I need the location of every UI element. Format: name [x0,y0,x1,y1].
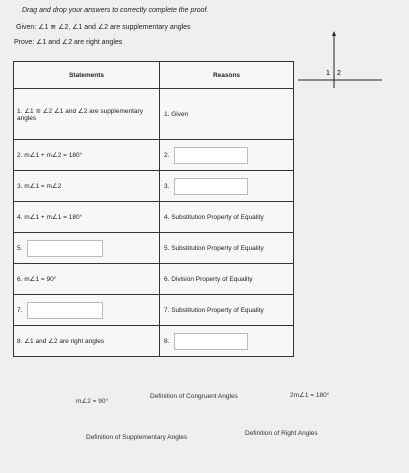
proof-row [14,202,294,233]
proof-table [13,61,294,357]
reason-number: 8. [164,337,170,345]
proof-row [14,264,294,295]
reason-cell: 5. Substitution Property of Equality [160,233,294,264]
reason-cell: 6. Division Property of Equality [160,264,294,295]
given-statement: Given: ∠1 ≅ ∠2, ∠1 and ∠2 are supplementary angles [16,24,191,31]
angle-diagram [290,30,386,90]
statement-number: 5. [17,244,23,252]
proof-row [14,295,294,326]
angle-1-label: 1 [326,70,330,77]
prove-statement: Prove: ∠1 and ∠2 are right angles [14,39,123,46]
reason-drop-zone-8[interactable] [174,333,248,350]
statements-header: Statements [14,62,160,89]
statement-cell: 1. ∠1 ≅ ∠2 ∠1 and ∠2 are supplementary angles [14,89,160,140]
reason-drop-zone-3[interactable] [174,178,248,195]
proof-row [14,233,294,264]
angle-2-label: 2 [337,70,341,77]
reason-cell [160,326,294,357]
statement-drop-zone-7[interactable] [27,302,103,319]
statement-cell [14,295,160,326]
statement-cell [14,233,160,264]
reason-number: 3. [164,182,170,190]
arrow-up-icon [332,31,336,36]
statement-cell: 3. m∠1 = m∠2 [14,171,160,202]
proof-row [14,89,294,140]
answer-choice-def-right-angles[interactable]: Definition of Right Angles [245,430,318,437]
proof-row [14,171,294,202]
statement-cell: 8. ∠1 and ∠2 are right angles [14,326,160,357]
statement-cell: 4. m∠1 + m∠1 = 180° [14,202,160,233]
reason-cell [160,140,294,171]
answer-choice-def-congruent-angles[interactable]: Definition of Congruent Angles [150,393,238,400]
answer-choice-def-supplementary-angles[interactable]: Definition of Supplementary Angles [86,434,188,441]
statement-cell: 2. m∠1 + m∠2 = 180° [14,140,160,171]
statement-cell: 6. m∠1 = 90° [14,264,160,295]
statement-number: 7. [17,306,23,314]
reason-number: 2. [164,151,170,159]
instructions: Drag and drop your answers to correctly complete the proof. [22,7,209,14]
reason-drop-zone-2[interactable] [174,147,248,164]
reason-cell [160,171,294,202]
reason-cell: 1. Given [160,89,294,140]
reasons-header: Reasons [160,62,294,89]
reason-cell: 7. Substitution Property of Equality [160,295,294,326]
answer-choice-2m-angle1-180[interactable]: 2m∠1 = 180° [290,392,330,399]
proof-row [14,140,294,171]
answer-choice-m-angle2-90[interactable]: m∠2 = 90° [76,398,109,405]
reason-cell: 4. Substitution Property of Equality [160,202,294,233]
proof-row [14,326,294,357]
statement-drop-zone-5[interactable] [27,240,103,257]
